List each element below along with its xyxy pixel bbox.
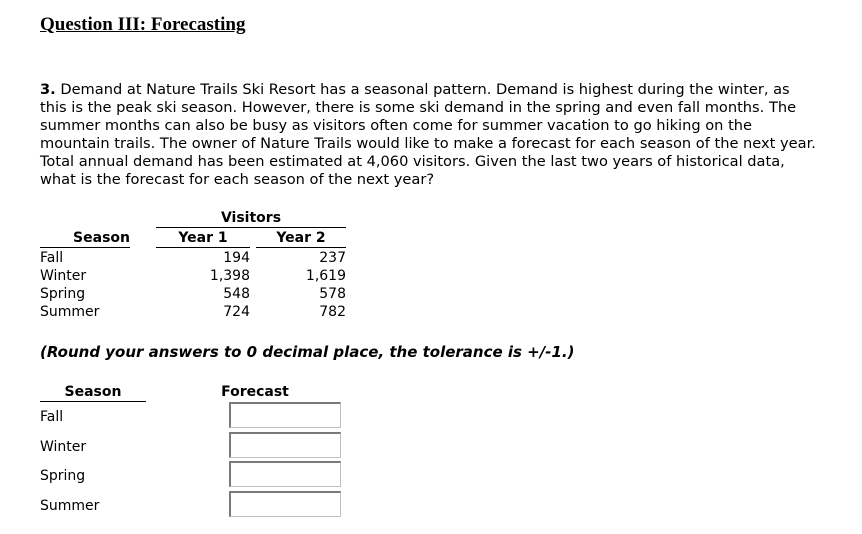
season-cell: Summer: [40, 304, 100, 320]
question-text: [40, 81, 820, 189]
forecast-row-winter: [40, 432, 350, 462]
question-number: 3.: [40, 81, 56, 98]
year2-cell: 578: [319, 286, 346, 302]
question-body: Demand at Nature Trails Ski Resort has a seasonal pattern. Demand is highest during the winter, as this is the peak ski season. However, there is some ski demand in the spring and even fall months. The summer months can also be busy as visitors often come for summer vacation to go hiking on the mountain trails. The owner of Nature Trails would like to make a forecast for each season of the next year. Total annual demand has been estimated at 4,060 visitors. Given the last two years of historical data, what is the forecast for each season of the next year?: [40, 81, 816, 188]
forecast-row-summer: [40, 491, 350, 521]
year2-column-header: Year 2: [256, 230, 346, 248]
season-cell: Fall: [40, 250, 64, 266]
year1-cell: 548: [223, 286, 250, 302]
forecast-season-header: Season: [40, 384, 146, 402]
forecast-season-label: Winter: [40, 439, 87, 455]
forecast-input-spring[interactable]: [229, 461, 341, 487]
forecast-row-spring: [40, 461, 350, 491]
table-row: [40, 250, 350, 268]
year1-cell: 1,398: [209, 268, 250, 284]
forecast-season-label: Fall: [40, 409, 64, 425]
forecast-input-fall[interactable]: [229, 402, 341, 428]
forecast-row-fall: [40, 402, 350, 432]
year1-cell: 724: [223, 304, 250, 320]
forecast-input-summer[interactable]: [229, 491, 341, 517]
year1-cell: 194: [223, 250, 250, 266]
table-row: [40, 268, 350, 286]
year1-column-header: Year 1: [156, 230, 250, 248]
section-title: Question III: Forecasting: [40, 14, 246, 35]
year2-cell: 1,619: [305, 268, 346, 284]
year2-cell: 782: [319, 304, 346, 320]
season-column-header: Season: [40, 230, 130, 248]
season-cell: Winter: [40, 268, 87, 284]
table-row: [40, 286, 350, 304]
forecast-season-label: Spring: [40, 468, 86, 484]
forecast-input-winter[interactable]: [229, 432, 341, 458]
year2-cell: 237: [319, 250, 346, 266]
forecast-column-header: Forecast: [221, 384, 289, 400]
rounding-instructions: (Round your answers to 0 decimal place, the tolerance is +/-1.): [40, 343, 575, 361]
visitors-group-header: Visitors: [156, 210, 346, 228]
table-row: [40, 304, 350, 322]
forecast-season-label: Summer: [40, 498, 100, 514]
season-cell: Spring: [40, 286, 86, 302]
